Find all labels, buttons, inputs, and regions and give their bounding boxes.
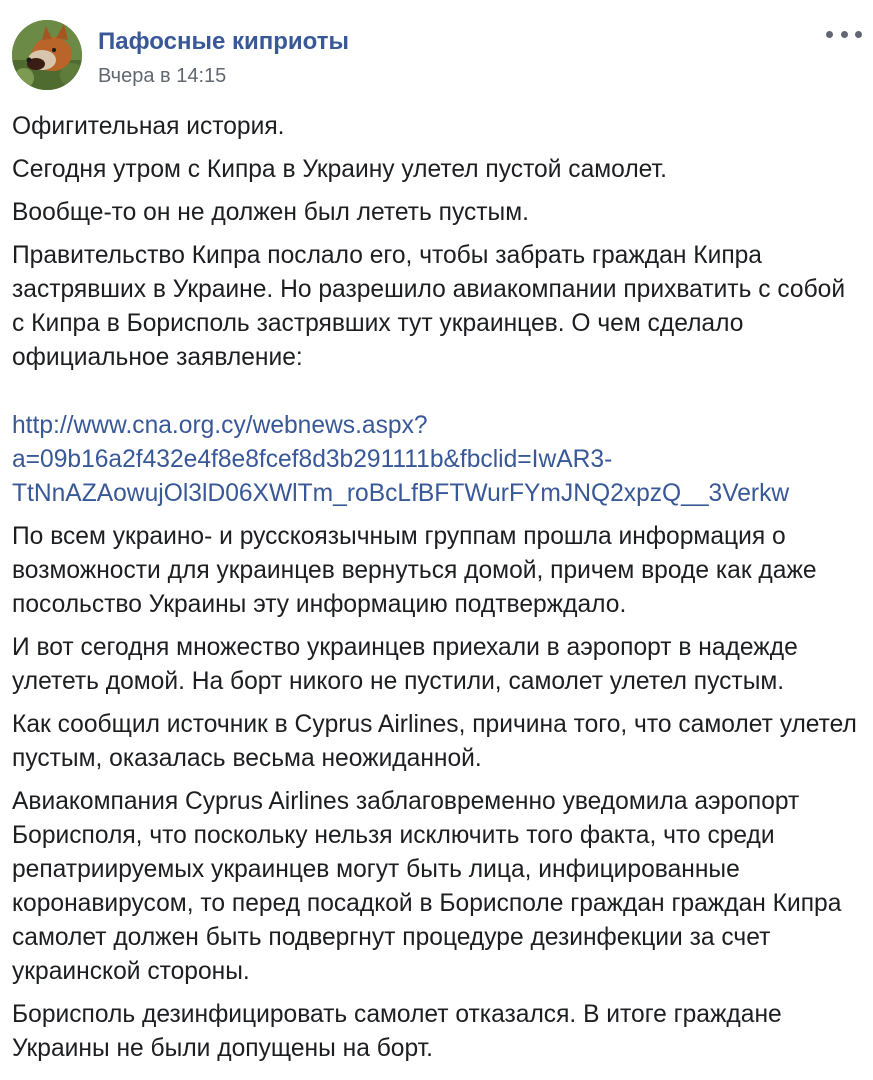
ellipsis-icon (841, 31, 848, 38)
blank-line (12, 375, 862, 409)
news-link[interactable] (12, 409, 862, 511)
post-paragraph: По всем украино- и русскоязычным группам прошла информация о возможности для украинцев вернуться домой, причем вроде как даже посольство Украины эту информацию подтверждало. (12, 523, 817, 618)
post-paragraph: Сегодня утром с Кипра в Украину улетел пустой самолет. (12, 156, 667, 183)
post-paragraph: Как сообщил источник в Cyprus Airlines, причина того, что самолет улетел пустым, оказалась весьма неожиданной. (12, 711, 857, 772)
post-paragraph: И вот сегодня множество украинцев приехали в аэропорт в надежде улететь домой. На борт никого не пустили, самолет улетел пустым. (12, 634, 798, 695)
ellipsis-icon (826, 31, 833, 38)
post-paragraph: Офигительная история. (12, 113, 285, 140)
news-link-part: http://www.cna.org.cy/webnews.aspx? (12, 412, 428, 439)
author-name[interactable]: Пафосные киприоты (98, 28, 349, 55)
post-body (12, 110, 862, 1075)
avatar[interactable] (12, 20, 82, 90)
post-header (12, 20, 862, 92)
post-timestamp[interactable]: Вчера в 14:15 (98, 65, 227, 87)
post-paragraph: Вообще-то он не должен был лететь пустым. (12, 199, 529, 226)
more-options-button[interactable] (826, 22, 862, 46)
fox-avatar-icon (12, 20, 82, 90)
post-paragraph: Правительство Кипра послало его, чтобы забрать граждан Кипра застрявших в Украине. Но разрешило авиакомпании прихватить с собой с Кипра в Борисполь застрявших тут украинцев. О чем сделало официальное заявление: (12, 242, 846, 371)
news-link-part: TtNnAZAowujOl3lD06XWlTm_roBcLfBFTWurFYmJNQ2xpzQ__3Verkw (12, 480, 790, 507)
news-link-part: a=09b16a2f432e4f8e8fcef8d3b291111b&fbclid=IwAR3- (12, 446, 613, 473)
ellipsis-icon (855, 31, 862, 38)
post-paragraph: Борисполь дезинфицировать самолет отказался. В итоге граждане Украины не были допущены на борт. (12, 1001, 782, 1062)
post-paragraph: Авиакомпания Cyprus Airlines заблаговременно уведомила аэропорт Борисполя, что поскольку нельзя исключить того факта, что среди репатриируемых украинцев могут быть лица, инфицированные коронавирусом, то перед посадкой в Борисполе граждан граждан Кипра самолет должен быть подвергнут процедуре дезинфекции за счет украинской стороны. (12, 788, 842, 985)
